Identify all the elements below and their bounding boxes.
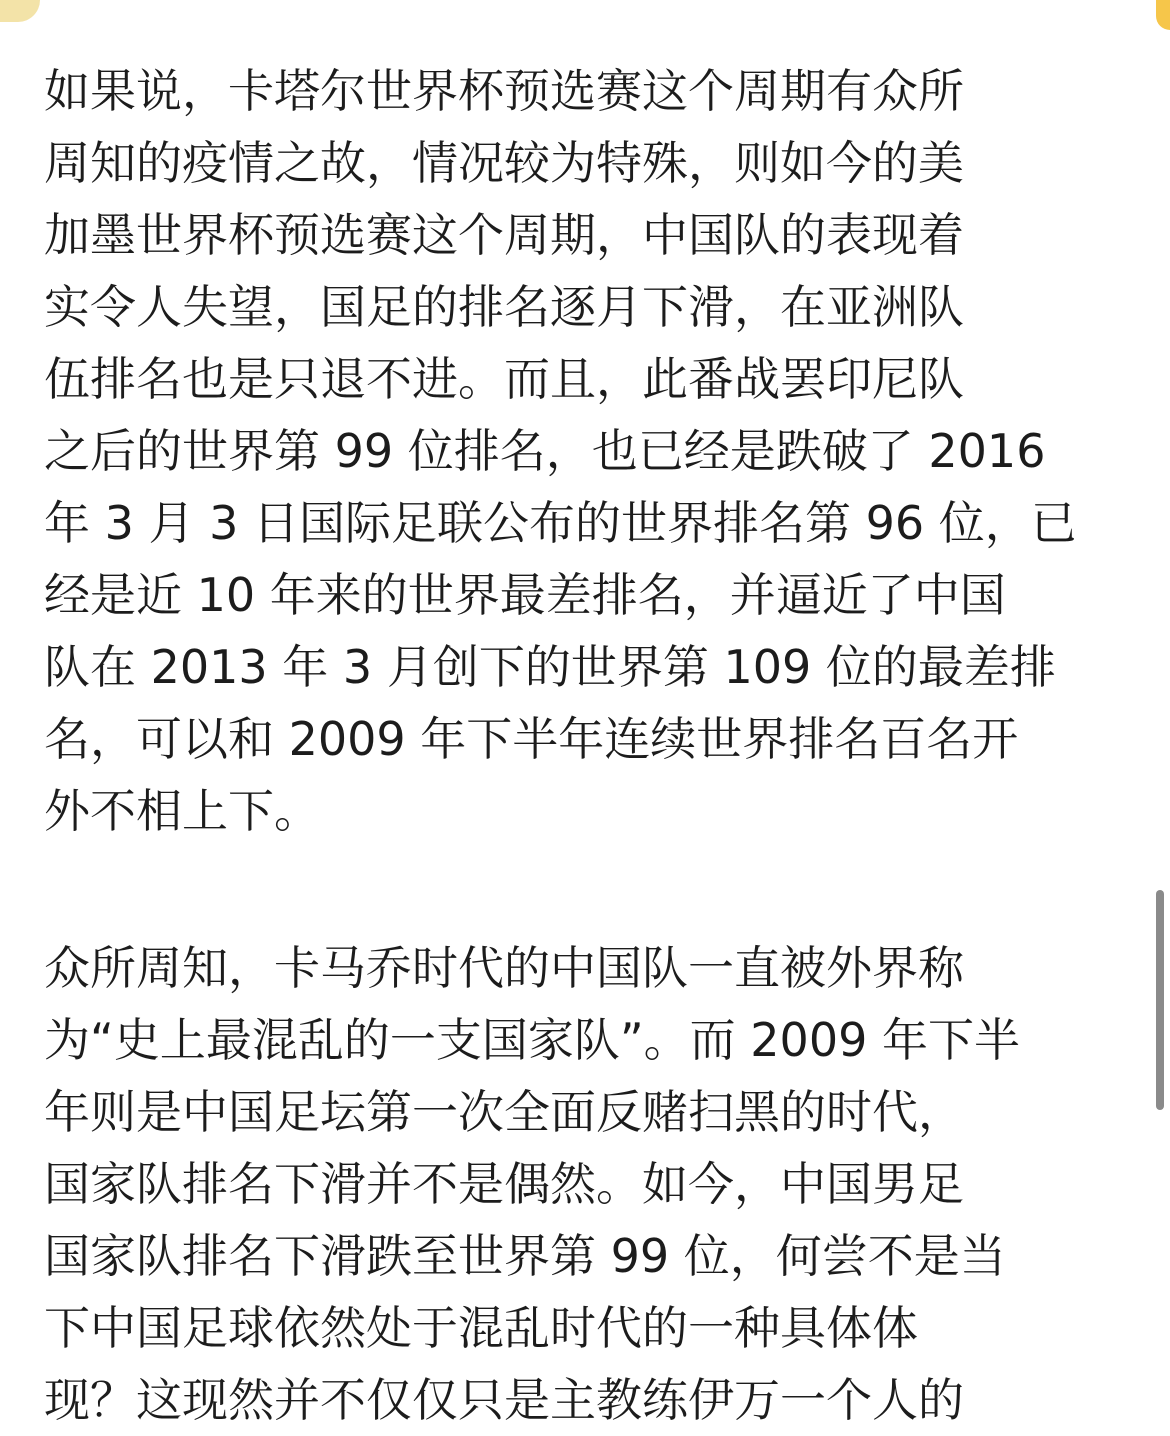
paragraph-line: 伍排名也是只退不进。而且，此番战罢印尼队	[44, 352, 964, 406]
paragraph-line: 国家队排名下滑跌至世界第 99 位，何尝不是当	[44, 1229, 1006, 1283]
paragraph-line: 周知的疫情之故，情况较为特殊，则如今的美	[44, 136, 964, 190]
vertical-scrollbar[interactable]	[1156, 890, 1164, 1110]
paragraph-line: 众所周知，卡马乔时代的中国队一直被外界称	[44, 941, 964, 995]
paragraph-line: 为“史上最混乱的一支国家队”。而 2009 年下半	[44, 1013, 1020, 1067]
paragraph-line: 外不相上下。	[44, 784, 320, 838]
paragraph-line: 队在 2013 年 3 月创下的世界第 109 位的最差排	[44, 640, 1056, 694]
paragraph-line: 名，可以和 2009 年下半年连续世界排名百名开	[44, 712, 1019, 766]
paragraph-line: 如果说，卡塔尔世界杯预选赛这个周期有众所	[44, 64, 964, 118]
paragraph-line: 年则是中国足坛第一次全面反赌扫黑的时代，	[44, 1085, 964, 1139]
scrollbar-thumb[interactable]	[1156, 890, 1164, 1110]
paragraph-line: 现？这现然并不仅仅只是主教练伊万一个人的	[44, 1373, 964, 1427]
paragraph-line: 实令人失望，国足的排名逐月下滑，在亚洲队	[44, 280, 964, 334]
paragraph-line: 年 3 月 3 日国际足联公布的世界排名第 96 位，已	[44, 496, 1077, 550]
article-body	[44, 0, 1134, 1427]
paragraph-line: 加墨世界杯预选赛这个周期，中国队的表现着	[44, 208, 964, 262]
paragraph-line: 下中国足球依然处于混乱时代的一种具体体	[44, 1301, 918, 1355]
paragraph-line: 经是近 10 年来的世界最差排名，并逼近了中国	[44, 568, 1006, 622]
paragraph-line: 之后的世界第 99 位排名，也已经是跌破了 2016	[44, 424, 1046, 478]
top-left-corner-decoration	[0, 0, 40, 22]
top-right-corner-decoration	[1156, 0, 1170, 30]
paragraph-line: 国家队排名下滑并不是偶然。如今，中国男足	[44, 1157, 964, 1211]
